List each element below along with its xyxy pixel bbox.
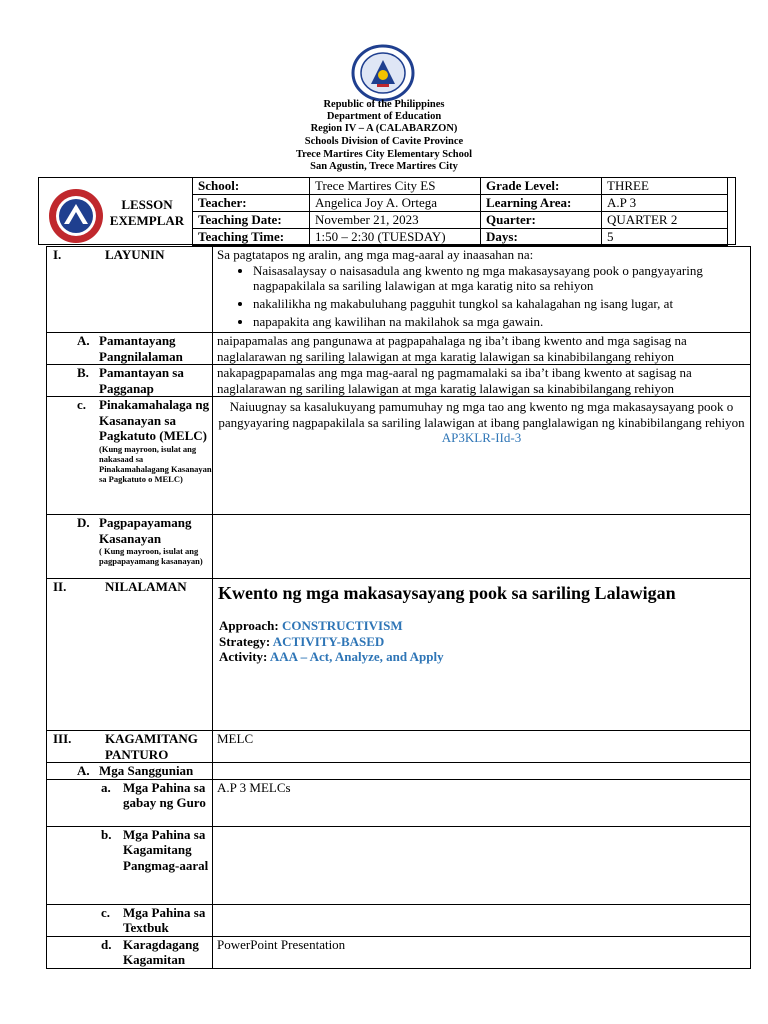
a-label: Pamantayang Pangnilalaman: [99, 333, 183, 364]
quarter-value: QUARTER 2: [602, 212, 728, 229]
days-label: Days:: [481, 229, 602, 246]
layunin-intro: Sa pagtatapos ng aralin, ang mga mag-aaral ay inaasahan na:: [217, 247, 534, 262]
c-text: Naiuugnay sa kasalukuyang pamumuhay ng mga tao ang kwento ng mga makasaysayang pook o pangyayaring nagpapakilala sa sariling lalawigan at ibang panglalawigan ng kinabibilangang rehiyon: [218, 399, 745, 430]
row-mga-sanggunian: [47, 763, 751, 780]
header-line-5: Trece Martires City Elementary School: [295, 149, 473, 160]
sd-label: Karagdagang Kagamitan: [123, 936, 199, 967]
row-layunin: [47, 247, 751, 333]
learning-area-value: A.P 3: [602, 195, 728, 212]
sa-text: A.P 3 MELCs: [217, 779, 291, 795]
row-pamantayan-sa-pagganap: [47, 365, 751, 397]
strategy-value: ACTIVITY-BASED: [272, 633, 385, 649]
row-melc: [47, 397, 751, 515]
approach-line: [213, 618, 750, 634]
row-pagpapayamang-kasanayan: [47, 515, 751, 579]
approach-label: Approach:: [219, 618, 282, 633]
row-kagamitang-panturo: [47, 731, 751, 763]
school-label: School:: [193, 178, 310, 195]
nilalaman-number: II.: [53, 579, 67, 594]
row-gabay-ng-guro: [47, 779, 751, 826]
b-text: nakapagpapamalas ang mga mag-aaral ng pagmamalaki sa iba’t ibang kwento at sagisag na naglalarawan ng sariling lalawigan at mga karatig lalawigan sa kinabibilangang rehiyon: [217, 365, 692, 396]
strategy-label: Strategy:: [219, 633, 273, 649]
c-note: (Kung mayroon, isulat ang nakasaad sa Pinakamahalagang Kasanayan sa Pagkatuto o MELC): [99, 443, 212, 484]
d-number: D.: [77, 515, 90, 530]
a-text: naipapamalas ang pangunawa at pagpapahalaga ng iba’t ibang kwento and mga sagisag na naglalarawan ng sariling lalawigan at mga karatig lalawigan sa kinabibilangang rehiyon: [217, 333, 687, 364]
grade-value: THREE: [602, 178, 728, 195]
activity-label: Activity:: [219, 649, 270, 664]
lesson-exemplar-label: LESSON EXEMPLAR: [109, 197, 185, 228]
teaching-time-label: Teaching Time:: [193, 229, 310, 246]
teaching-time-value: 1:50 – 2:30 (TUESDAY): [310, 229, 481, 246]
strategy-line: [213, 634, 750, 650]
a-number: A.: [77, 333, 90, 348]
lesson-topic-title: Kwento ng mga makasaysayang pook sa sariling Lalawigan: [218, 583, 676, 603]
kagamitan-label: KAGAMITANG PANTURO: [105, 731, 198, 762]
sa-number: a.: [101, 779, 111, 795]
teaching-date-label: Teaching Date:: [193, 212, 310, 229]
layunin-bullet-2: • nakalilikha ng makabuluhang pagguhit tungkol sa kahalagahan ng isang lugar, at: [253, 296, 750, 312]
grade-label: Grade Level:: [481, 178, 602, 195]
approach-value: CONSTRUCTIVISM: [281, 618, 403, 633]
deped-seal-icon: [344, 44, 422, 102]
learning-area-label: Learning Area:: [481, 195, 602, 212]
b-label: Pamantayan sa Pagganap: [99, 365, 184, 396]
layunin-bullet-3: • napapakita ang kawilihan na makilahok sa mga gawain.: [253, 314, 750, 330]
layunin-label: LAYUNIN: [105, 247, 165, 262]
sb-label: Mga Pahina sa Kagamitang Pangmag-aaral: [123, 826, 209, 873]
row-karagdagang-kagamitan: [47, 936, 751, 968]
row-nilalaman: [47, 579, 751, 731]
teacher-label: Teacher:: [193, 195, 310, 212]
activity-line: [213, 649, 750, 665]
quarter-label: Quarter:: [481, 212, 602, 229]
kagamitan-text: MELC: [217, 731, 254, 746]
sc-number: c.: [101, 904, 111, 920]
teacher-value: Angelica Joy A. Ortega: [310, 195, 481, 212]
kagamitan-number: III.: [53, 731, 72, 746]
sb-number: b.: [101, 826, 112, 842]
d-label: Pagpapayamang Kasanayan: [99, 515, 192, 546]
layunin-bullet-1: • Naisasalaysay o naisasadula ang kwento ng mga makasaysayang pook o pangyayaring nagpapakilala sa sariling lalawigan at mga karatig nito sa rehiyon: [253, 263, 750, 294]
row-textbuk: [47, 904, 751, 936]
sd-text: PowerPoint Presentation: [217, 936, 346, 952]
row-kagamitang-pangmag-aaral: [47, 826, 751, 904]
layunin-number: I.: [53, 247, 62, 262]
d-note: ( Kung mayroon, isulat ang pagpapayamang kasanayan): [99, 546, 203, 566]
info-table: [192, 177, 728, 246]
activity-value: AAA – Act, Analyze, and Apply: [269, 649, 444, 664]
sanggunian-label: Mga Sanggunian: [99, 763, 194, 778]
school-logo-icon: [46, 187, 106, 245]
c-number: c.: [77, 397, 87, 412]
nilalaman-label: NILALAMAN: [105, 579, 187, 594]
row-pamantayang-pangnilalaman: [47, 333, 751, 365]
sc-label: Mga Pahina sa Textbuk: [123, 904, 206, 935]
header-line-4: Schools Division of Cavite Province: [304, 136, 464, 147]
b-number: B.: [77, 365, 89, 380]
sa-label: Mga Pahina sa gabay ng Guro: [123, 779, 206, 810]
header-line-2: Department of Education: [326, 111, 442, 122]
header-line-6: San Agustin, Trece Martires City: [310, 161, 458, 172]
lesson-table: [46, 246, 751, 969]
sanggunian-number: A.: [77, 763, 90, 778]
layunin-list: [213, 263, 750, 330]
days-value: 5: [602, 229, 728, 246]
teaching-date-value: November 21, 2023: [310, 212, 481, 229]
melc-code: AP3KLR-IId-3: [441, 430, 522, 445]
header-line-1: Republic of the Philippines: [323, 99, 445, 110]
header-line-3: Region IV – A (CALABARZON): [310, 123, 458, 134]
sd-number: d.: [101, 936, 112, 952]
school-value: Trece Martires City ES: [310, 178, 481, 195]
c-label: Pinakamahalaga ng Kasanayan sa Pagkatuto (MELC): [99, 397, 210, 443]
